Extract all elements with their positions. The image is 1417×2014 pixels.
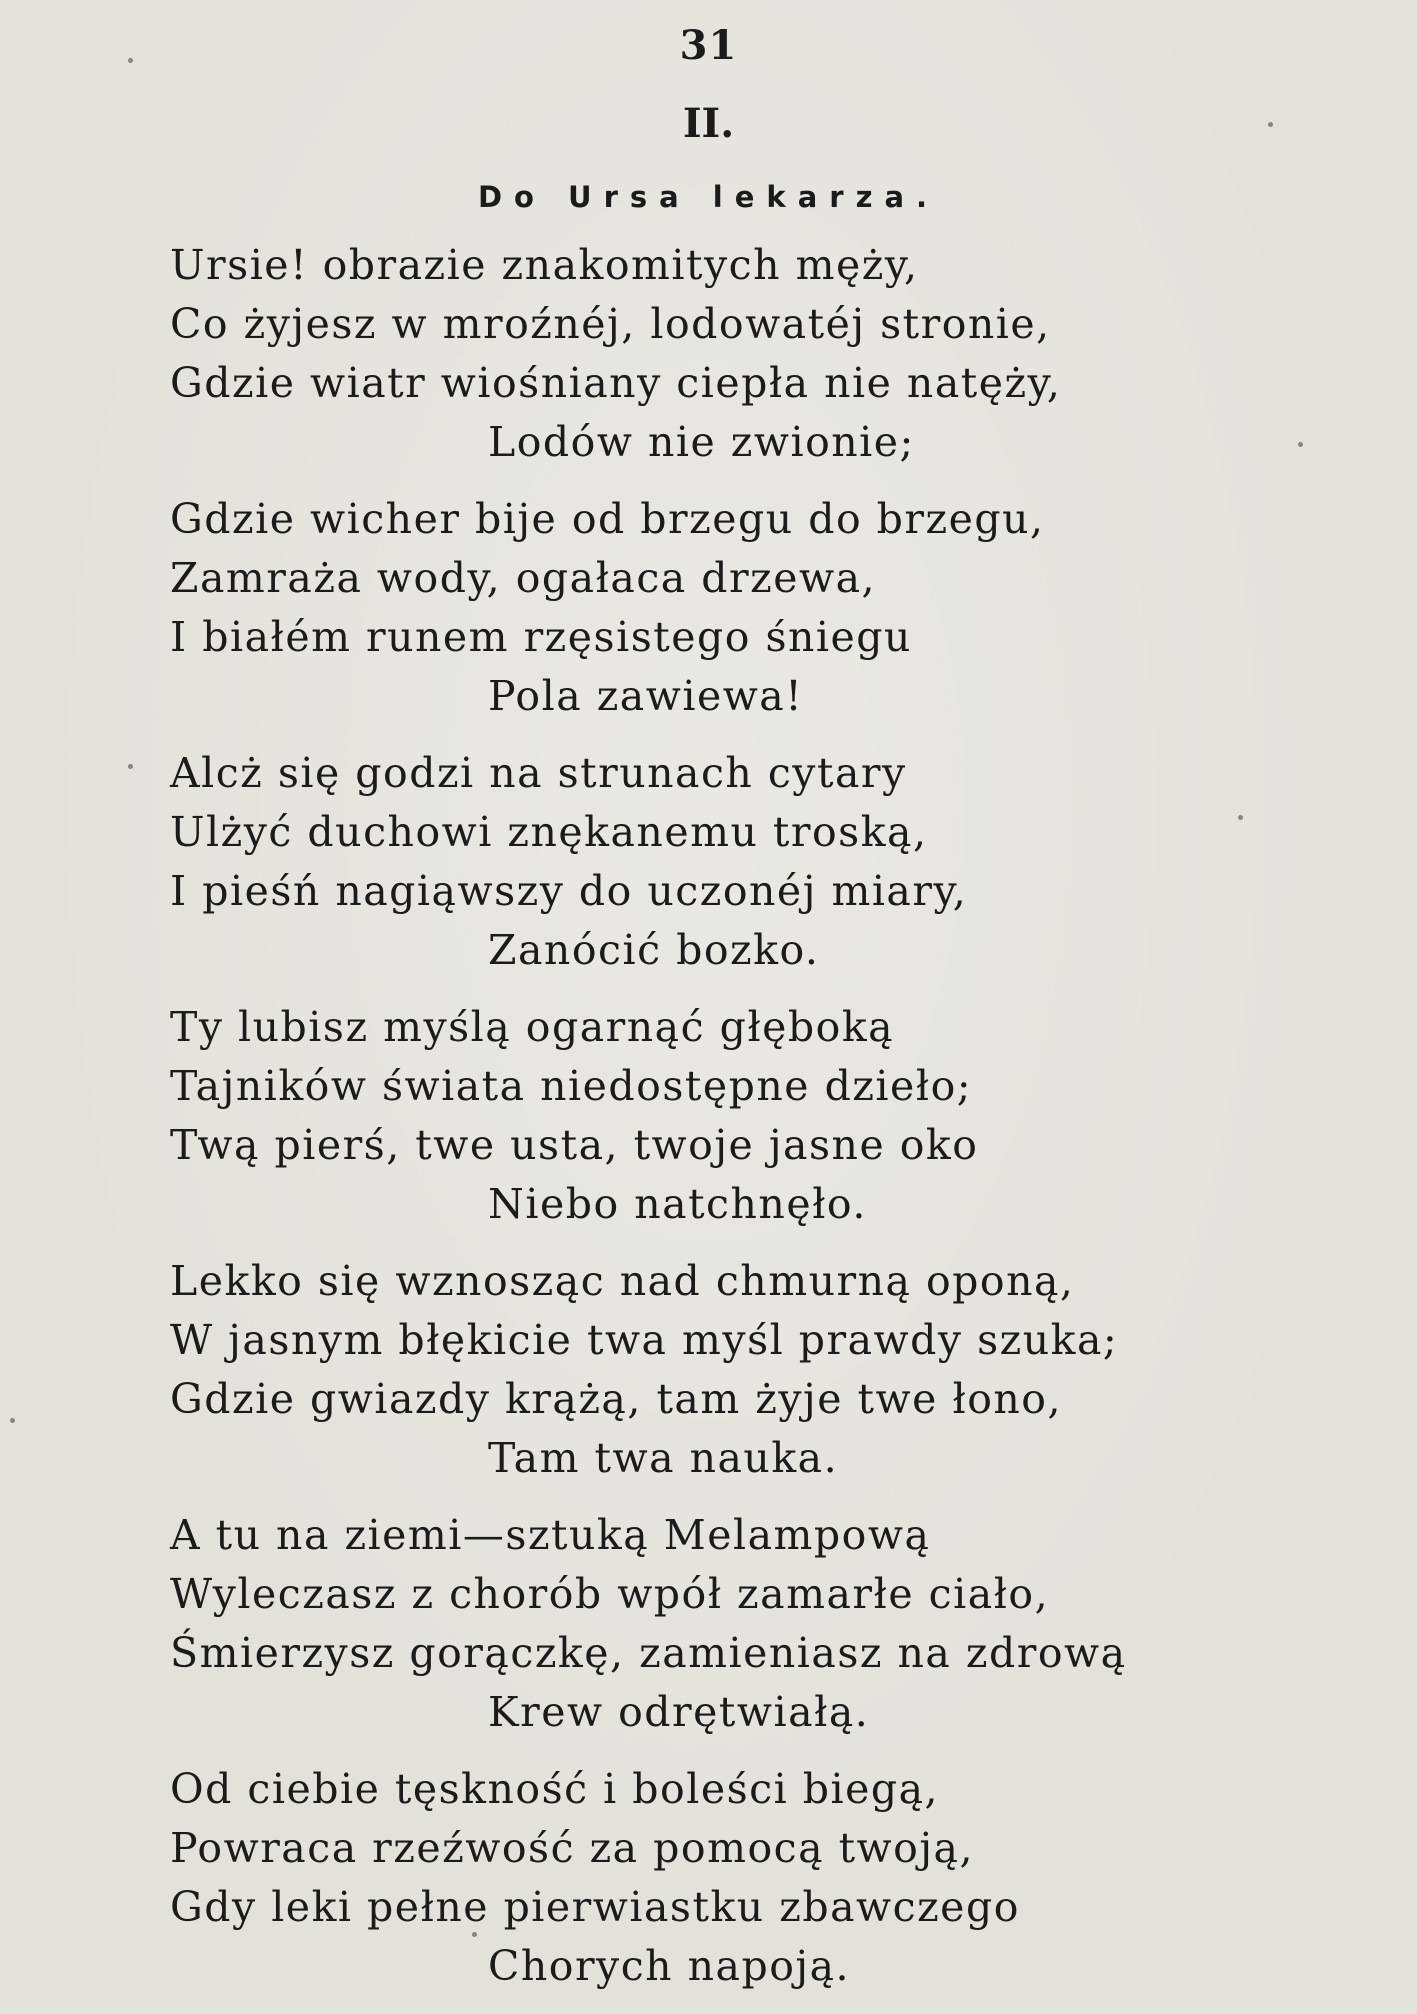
verse-line: Twą pierś, twe usta, twoje jasne oko <box>170 1121 979 1169</box>
verse-line: Gdzie wicher bije od brzegu do brzegu, <box>170 495 1045 543</box>
verse-line: Ulżyć duchowi znękanemu troską, <box>170 808 928 856</box>
stanza-7 <box>170 1760 1320 1996</box>
paper-speck <box>10 1418 15 1423</box>
verse-line: Ty lubisz myślą ogarnąć głęboką <box>170 1003 895 1051</box>
verse-line: Ursie! obrazie znakomitych męży, <box>170 241 919 289</box>
stanza-5 <box>170 1252 1320 1488</box>
poem-body <box>170 236 1320 2014</box>
paper-speck <box>472 1932 477 1937</box>
verse-line: Alcż się godzi na strunach cytary <box>170 749 907 797</box>
verse-line: Gdzie gwiazdy krążą, tam żyje twe łono, <box>170 1375 1063 1423</box>
poem-title: Do Ursa lekarza. <box>477 180 940 214</box>
paper-speck <box>1298 442 1303 447</box>
verse-line: Co żyjesz w mroźnéj, lodowatéj stronie, <box>170 300 1051 348</box>
paper-speck <box>128 58 133 63</box>
verse-line-refrain: Niebo natchnęło. <box>488 1180 867 1228</box>
paper-speck <box>1268 122 1273 127</box>
verse-line-refrain: Krew odrętwiałą. <box>488 1688 870 1736</box>
verse-line-refrain: Chorych napoją. <box>488 1942 851 1990</box>
verse-line: W jasnym błękicie twa myśl prawdy szuka; <box>170 1316 1119 1364</box>
verse-line: I pieśń nagiąwszy do uczonéj miary, <box>170 867 968 915</box>
verse-line: Śmierzysz gorączkę, zamieniasz na zdrową <box>170 1629 1127 1677</box>
stanza-2 <box>170 490 1320 726</box>
verse-line: Tajników świata niedostępne dzieło; <box>170 1062 973 1110</box>
paper-speck <box>128 764 133 769</box>
paper-speck <box>1238 815 1243 820</box>
verse-line: Lekko się wznosząc nad chmurną oponą, <box>170 1257 1075 1305</box>
verse-line: Zamraża wody, ogałaca drzewa, <box>170 554 877 602</box>
stanza-6 <box>170 1506 1320 1742</box>
verse-line-refrain: Lodów nie zwionie; <box>488 418 915 466</box>
verse-line: Gdy leki pełne pierwiastku zbawczego <box>170 1883 1020 1931</box>
verse-line: A tu na ziemi—sztuką Melampową <box>170 1511 931 1559</box>
section-numeral: II. <box>682 100 735 147</box>
stanza-1 <box>170 236 1320 472</box>
stanza-4 <box>170 998 1320 1234</box>
verse-line: Wyleczasz z chorób wpół zamarłe ciało, <box>170 1570 1050 1618</box>
verse-line: I białém runem rzęsistego śniegu <box>170 613 912 661</box>
verse-line: Od ciebie tęskność i boleści biegą, <box>170 1765 940 1813</box>
verse-line: Gdzie wiatr wiośniany ciepła nie natęży, <box>170 359 1062 407</box>
verse-line-refrain: Pola zawiewa! <box>488 672 804 720</box>
verse-line-refrain: Zanócić bozko. <box>488 926 820 974</box>
stanza-3 <box>170 744 1320 980</box>
page-number: 31 <box>679 22 738 69</box>
verse-line: Powraca rzeźwość za pomocą twoją, <box>170 1824 975 1872</box>
verse-line-refrain: Tam twa nauka. <box>488 1434 839 1482</box>
